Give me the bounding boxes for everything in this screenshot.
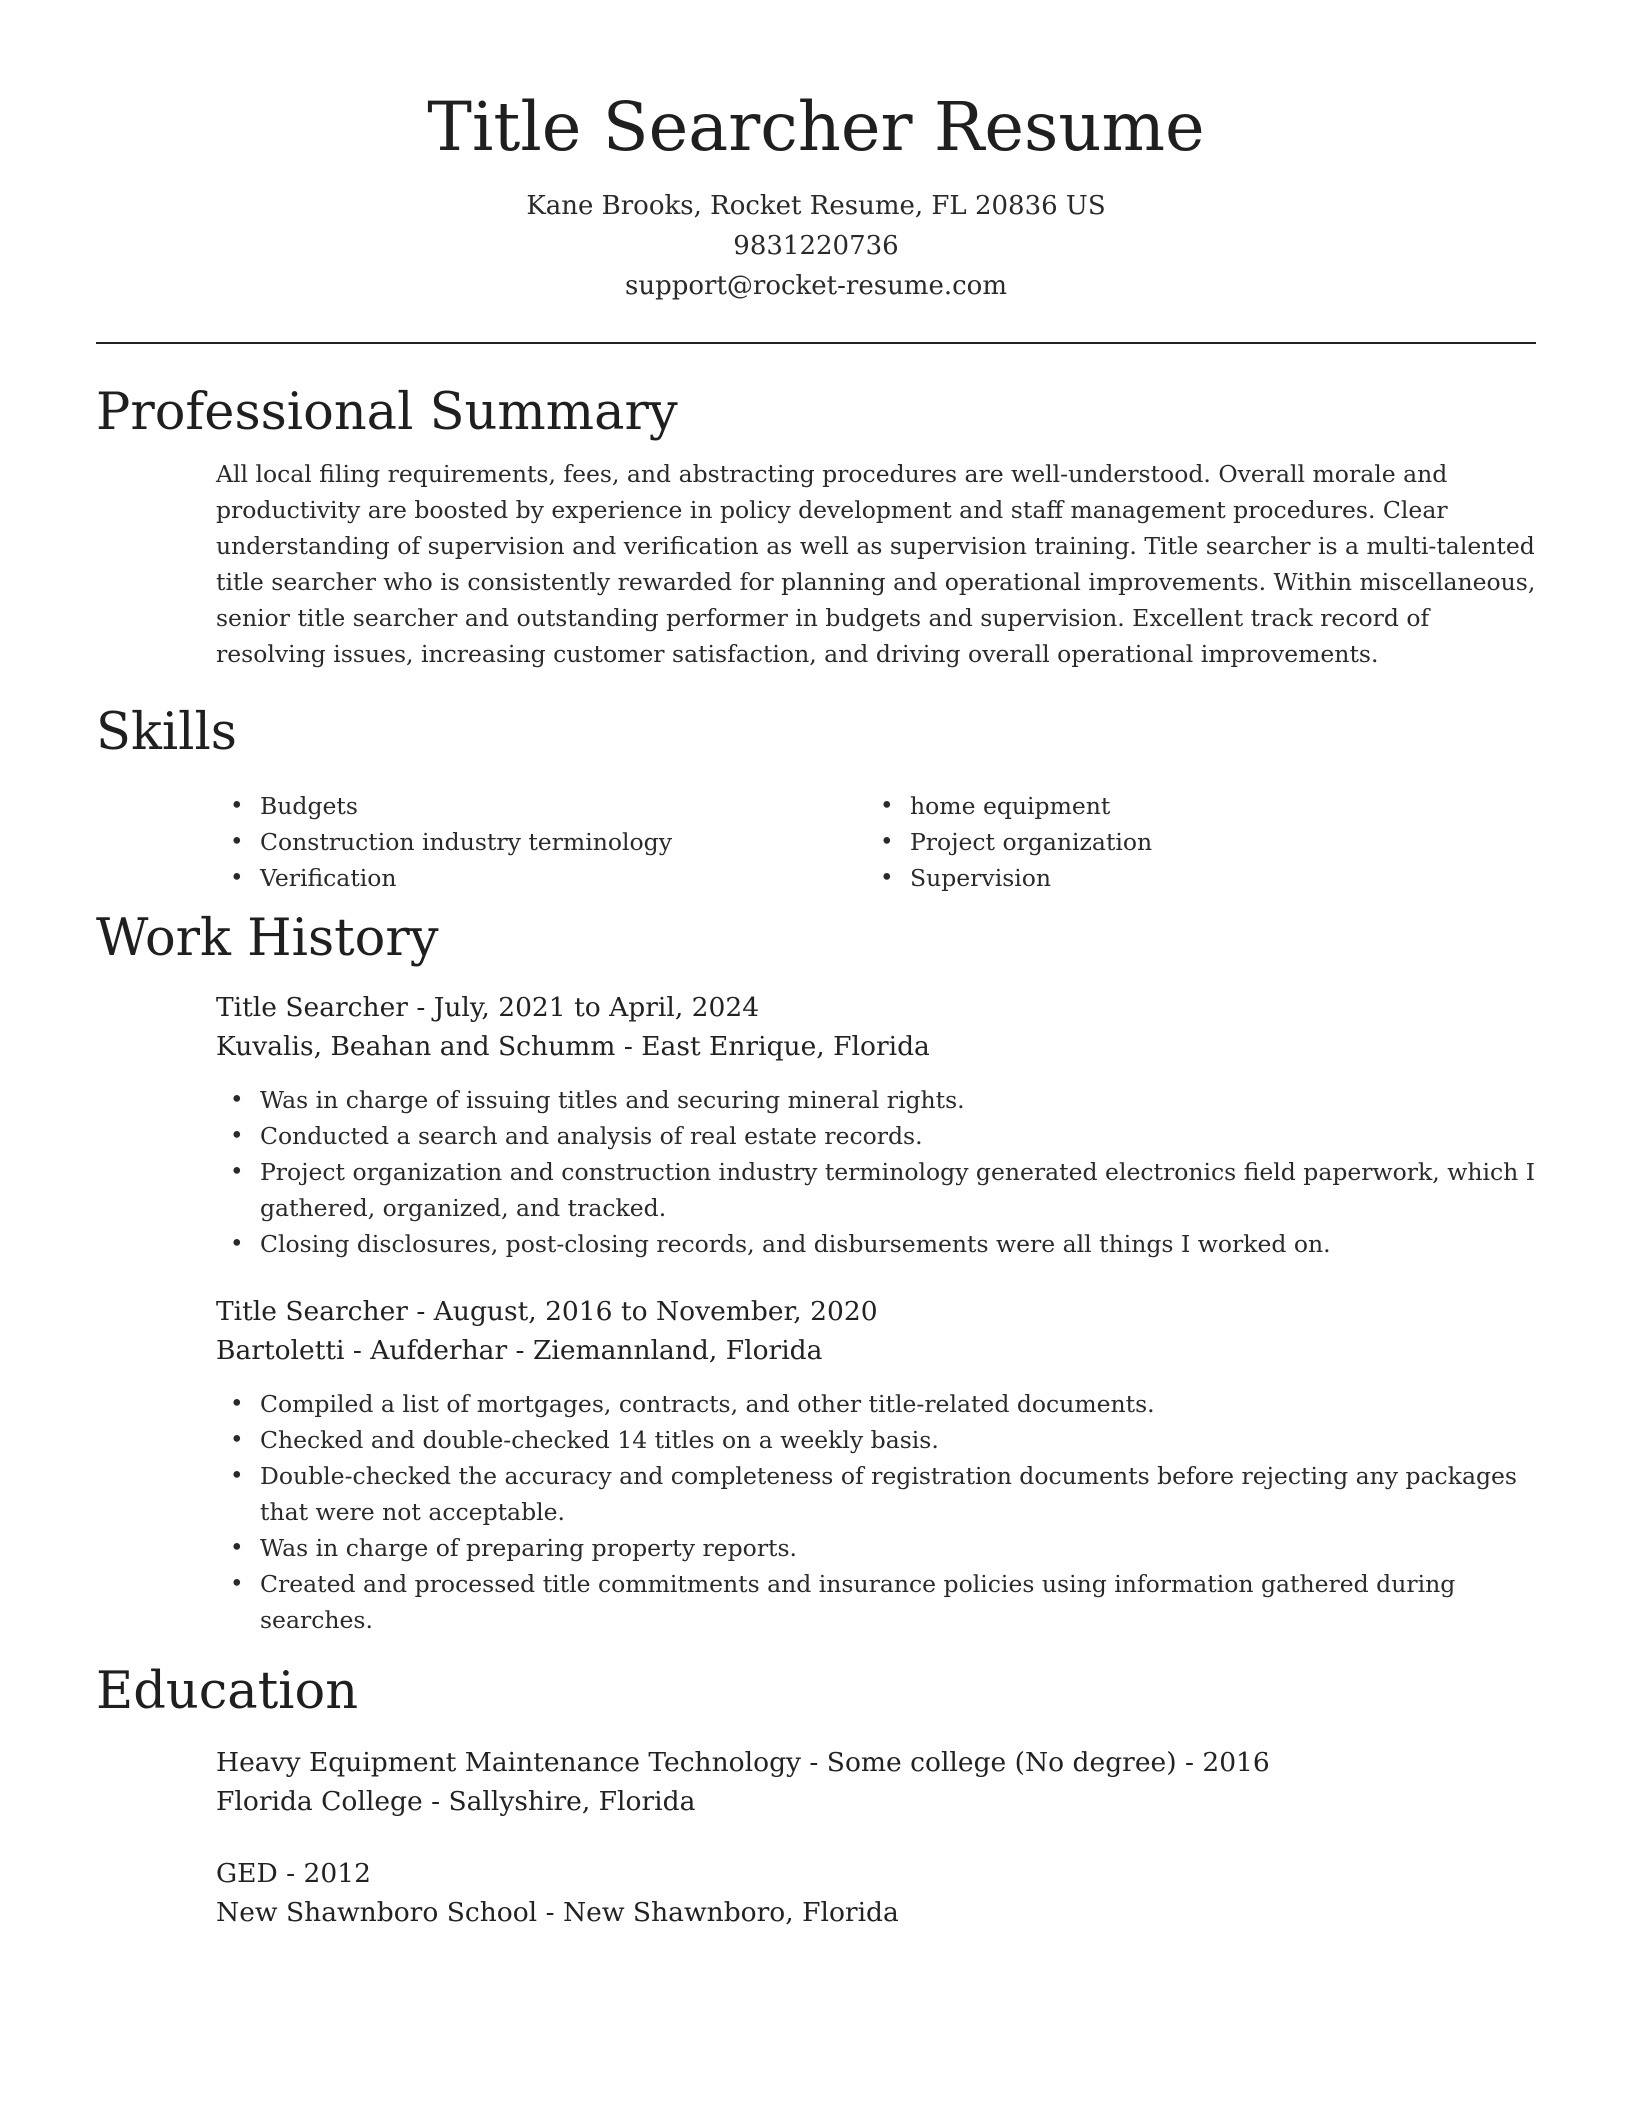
skill-item: • Project organization: [866, 824, 1516, 860]
skills-heading: Skills: [96, 703, 237, 762]
contact-block: [0, 186, 1632, 306]
skills-column-left: [216, 788, 866, 896]
skill-item: • home equipment: [866, 788, 1516, 824]
skills-section: [96, 698, 1536, 896]
skills-column-right: [866, 788, 1516, 896]
page-title: Title Searcher Resume: [427, 88, 1205, 166]
job-bullets: [216, 1386, 1536, 1638]
work-history-section: [96, 904, 1536, 1638]
education-section: [96, 1657, 1536, 1932]
job-company-location: Bartoletti - Aufderhar - Ziemannland, Florida: [216, 1335, 823, 1366]
job-bullet: • Was in charge of preparing property reports.: [216, 1530, 1536, 1566]
education-school: New Shawnboro School - New Shawnboro, Florida: [216, 1897, 899, 1928]
education-entry: [216, 1743, 1536, 1821]
job-bullet: • Checked and double-checked 14 titles on a weekly basis.: [216, 1422, 1536, 1458]
contact-phone: 9831220736: [733, 231, 899, 261]
job-bullet: • Double-checked the accuracy and completeness of registration documents before rejecting any packages that were not acceptable.: [216, 1458, 1536, 1530]
education-degree: Heavy Equipment Maintenance Technology - Some college (No degree) - 2016: [216, 1747, 1270, 1778]
job-bullets: [216, 1082, 1536, 1262]
job-company-location: Kuvalis, Beahan and Schumm - East Enrique, Florida: [216, 1031, 930, 1062]
skill-item: • Budgets: [216, 788, 866, 824]
job-title-dates: Title Searcher - August, 2016 to November, 2020: [216, 1296, 878, 1327]
summary-section: [96, 378, 1536, 672]
education-entry: [216, 1854, 1536, 1932]
summary-heading: Professional Summary: [96, 383, 678, 442]
skill-item: • Supervision: [866, 860, 1516, 896]
job-entry: [216, 988, 1536, 1262]
job-bullet: • Project organization and construction industry terminology generated electronics field paperwork, which I gathered, organized, and tracked.: [216, 1154, 1536, 1226]
skills-list: [216, 788, 1536, 896]
job-title-dates: Title Searcher - July, 2021 to April, 2024: [216, 992, 760, 1023]
job-bullet: • Closing disclosures, post-closing records, and disbursements were all things I worked on.: [216, 1226, 1536, 1262]
job-bullet: • Created and processed title commitments and insurance policies using information gathered during searches.: [216, 1566, 1536, 1638]
education-school: Florida College - Sallyshire, Florida: [216, 1786, 696, 1817]
contact-email: support@rocket-resume.com: [624, 271, 1007, 301]
job-bullet: • Conducted a search and analysis of real estate records.: [216, 1118, 1536, 1154]
job-bullet: • Was in charge of issuing titles and securing mineral rights.: [216, 1082, 1536, 1118]
contact-address: Kane Brooks, Rocket Resume, FL 20836 US: [526, 191, 1106, 221]
resume-header: [0, 0, 1632, 306]
work-history-heading: Work History: [96, 909, 439, 968]
summary-text: All local filing requirements, fees, and abstracting procedures are well-understood. Overall morale and productivity are boosted by experience in policy development and staff management procedures. Clear understanding of supervision and verification as well as supervision training. Title searcher is a multi-talented title searcher who is consistently rewarded for planning and operational improvements. Within miscellaneous, senior title searcher and outstanding performer in budgets and supervision. Excellent track record of resolving issues, increasing customer satisfaction, and driving overall operational improvements.: [216, 460, 1536, 668]
skill-item: • Verification: [216, 860, 866, 896]
header-divider: [96, 342, 1536, 344]
education-heading: Education: [96, 1662, 359, 1721]
education-degree: GED - 2012: [216, 1858, 372, 1889]
skill-item: • Construction industry terminology: [216, 824, 866, 860]
job-bullet: • Compiled a list of mortgages, contracts, and other title-related documents.: [216, 1386, 1536, 1422]
job-entry: [216, 1292, 1536, 1638]
